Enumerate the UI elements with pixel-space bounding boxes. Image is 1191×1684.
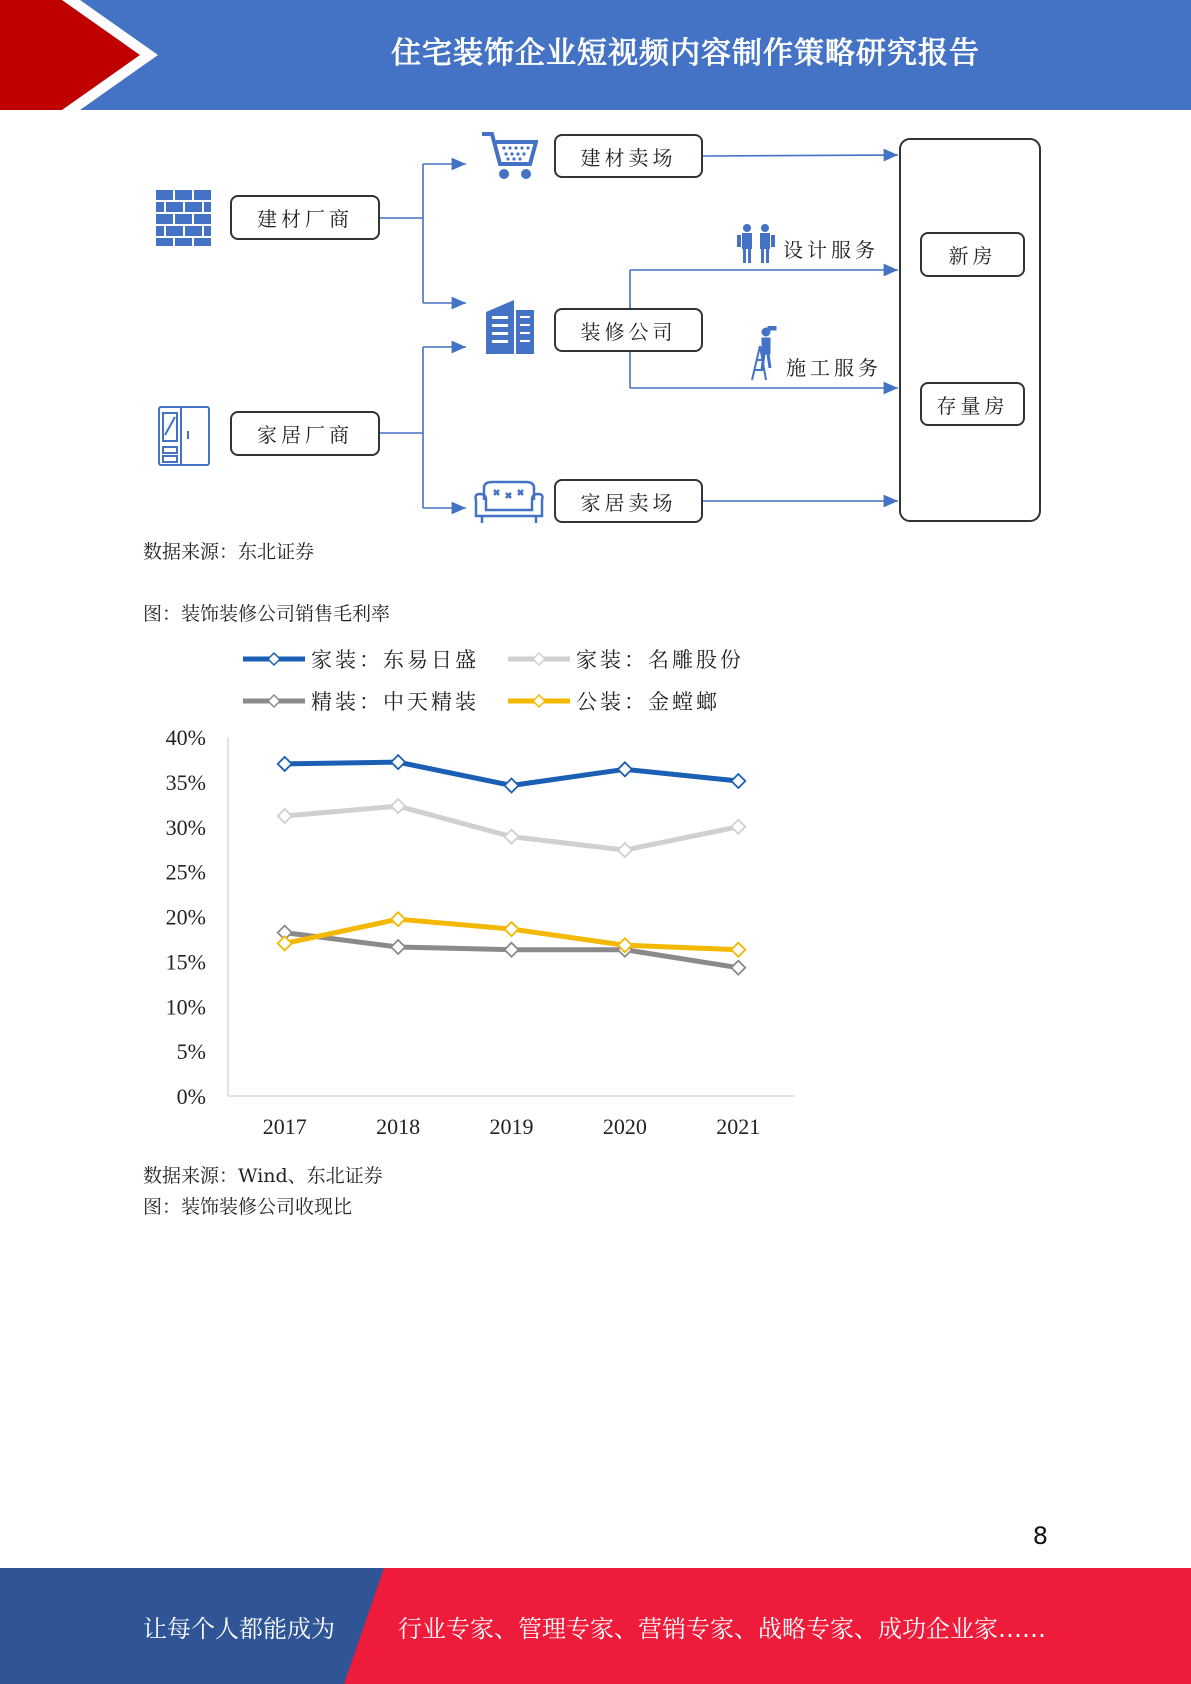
data-point: [731, 774, 745, 788]
data-point: [505, 830, 519, 844]
series-line-3: [285, 919, 739, 950]
y-tick-label: 5%: [176, 1039, 206, 1065]
legend-swatch: [506, 651, 572, 667]
node-new-house: 新房: [920, 232, 1025, 277]
series-line-2: [285, 933, 739, 968]
legend-item: [506, 686, 720, 716]
node-decoration-company: 装修公司: [554, 308, 703, 352]
designers-icon: [737, 223, 777, 263]
figure-caption-1: 图：装饰装修公司销售毛利率: [143, 603, 391, 625]
x-tick-label: 2020: [602, 1114, 647, 1139]
data-point: [505, 778, 519, 792]
series-line-0: [285, 762, 739, 785]
legend-swatch: [241, 651, 307, 667]
data-point: [731, 820, 745, 834]
data-point: [278, 926, 292, 940]
y-tick-label: 20%: [165, 904, 206, 930]
y-tick-label: 35%: [165, 769, 206, 795]
legend-label: 精装：中天精装: [311, 690, 479, 714]
office-building-icon: [484, 296, 536, 354]
legend-swatch: [506, 693, 572, 709]
market-container: [900, 139, 1040, 521]
data-point: [618, 943, 632, 957]
data-point: [618, 938, 632, 952]
data-point: [278, 809, 292, 823]
header-title: 住宅装饰企业短视频内容制作策略研究报告: [391, 36, 980, 71]
data-point: [391, 799, 405, 813]
worker-ladder-icon: [748, 326, 778, 382]
legend-item: [506, 644, 744, 674]
sofa-icon: [472, 480, 546, 526]
page-footer: [0, 1568, 1191, 1684]
node-building-material-mall: 建材卖场: [554, 134, 703, 178]
x-tick-label: 2018: [376, 1114, 421, 1139]
data-point: [731, 961, 745, 975]
data-point: [618, 762, 632, 776]
legend-item: [241, 644, 479, 674]
data-point: [618, 843, 632, 857]
brick-wall-icon: [156, 190, 212, 246]
node-building-material-maker: 建材厂商: [230, 195, 380, 240]
source-note-1: 数据来源：东北证券: [143, 541, 315, 563]
data-point: [391, 912, 405, 926]
data-point: [278, 757, 292, 771]
data-point: [505, 922, 519, 936]
legend-label: 家装：名雕股份: [576, 648, 744, 672]
y-tick-label: 0%: [176, 1084, 206, 1109]
cabinet-icon: [157, 405, 212, 467]
legend-label: 家装：东易日盛: [311, 648, 479, 672]
y-tick-label: 40%: [165, 725, 206, 750]
node-existing-house: 存量房: [920, 382, 1025, 426]
node-home-furnishing-mall: 家居卖场: [554, 479, 703, 523]
y-tick-label: 15%: [165, 949, 206, 975]
figure-caption-2: 图：装饰装修公司收现比: [143, 1196, 353, 1218]
legend-swatch: [241, 693, 307, 709]
footer-slogan-left: 让每个人都能成为: [143, 1614, 335, 1643]
node-home-furnishing-maker: 家居厂商: [230, 411, 380, 456]
data-point: [278, 936, 292, 950]
x-tick-label: 2021: [716, 1114, 761, 1139]
data-point: [391, 940, 405, 954]
legend-item: [241, 686, 479, 716]
shopping-cart-icon: [482, 130, 538, 182]
data-point: [505, 943, 519, 957]
y-tick-label: 30%: [165, 814, 206, 840]
legend-label: 公装：金螳螂: [576, 690, 720, 714]
edge-label-construction-service: 施工服务: [786, 356, 882, 380]
edge-label-design-service: 设计服务: [783, 238, 879, 262]
x-tick-label: 2019: [489, 1114, 534, 1139]
y-tick-label: 25%: [165, 859, 206, 885]
y-tick-label: 10%: [165, 994, 206, 1020]
series-line-1: [285, 806, 739, 850]
data-point: [391, 755, 405, 769]
x-tick-label: 2017: [262, 1114, 307, 1139]
data-point: [731, 943, 745, 957]
page-number: 8: [1032, 1522, 1048, 1550]
footer-slogan-right: 行业专家、管理专家、营销专家、战略专家、成功企业家……: [398, 1614, 1046, 1643]
source-note-2: 数据来源：Wind、东北证券: [143, 1165, 383, 1187]
